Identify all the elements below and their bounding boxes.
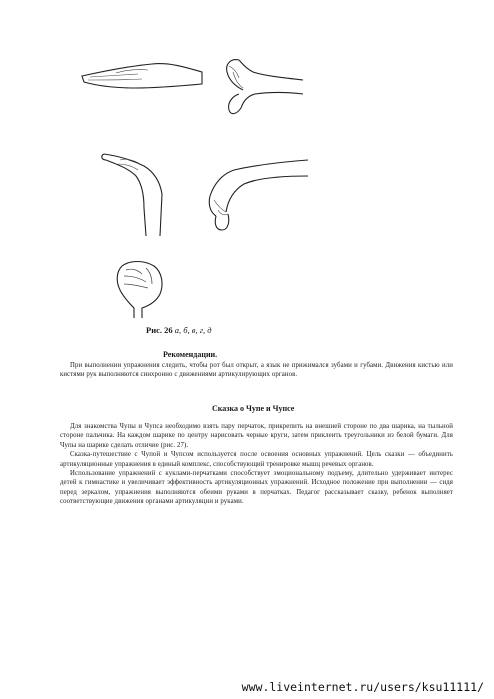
story-heading: Сказка о Чупе и Чупсе [212,404,295,413]
hand-figure-c [100,148,170,238]
hand-figure-e [108,258,168,320]
figure-caption-letters: а, б, в, г, д [174,325,212,335]
hand-figure-a [80,52,205,92]
hand-figure-d [200,150,310,240]
recommendations-text [60,361,453,380]
recommendations-heading: Рекомендации. [163,350,218,359]
story-paragraph-3: Использование упражнений с куклами-перчатками способствует эмоциональному подъему, длительно удерживает интерес детей к гимнастике и увеличивает эффективность артикуляционных упражнений. Исходное положение при выполнении — сидя перед зеркалом, упражнения выполняются обеими руками в перчатках. Педагог рассказывает сказку, ребенок выполняет соответствующие движения органами артикуляции и руками. [60,470,453,506]
hand-figure-b [215,50,305,120]
story-paragraph-1: Для знакомства Чупы и Чупса необходимо взять пару перчаток, прикрепить на внешней стороне по два шарика, на тыльной стороне пальчика. На каждом шарике по центру нарисовать черные круги, затем приклеить треугольники из белой бумаги. Для Чупы на шарике сделать отличие (рис. 27). [60,423,453,449]
watermark-url: www.liveinternet.ru/users/ksu11111/ [241,680,484,694]
story-body [60,422,453,507]
recommendations-paragraph: При выполнении упражнения следить, чтобы рот был открыт, а язык не прижимался зубами и губами. Движения кистью или кистями рук выполняются синхронно с движениями артикулирующих органов. [60,362,453,379]
figure-caption [146,325,212,335]
story-paragraph-2: Сказка-путешествие с Чупой и Чупсом используется после освоения основных упражнений. Цель сказки — объединить артикуляционные упражнения в единый комплекс, способствующий тренировке мышц речевых органов. [60,451,453,468]
figure-caption-prefix: Рис. 26 [146,325,173,335]
